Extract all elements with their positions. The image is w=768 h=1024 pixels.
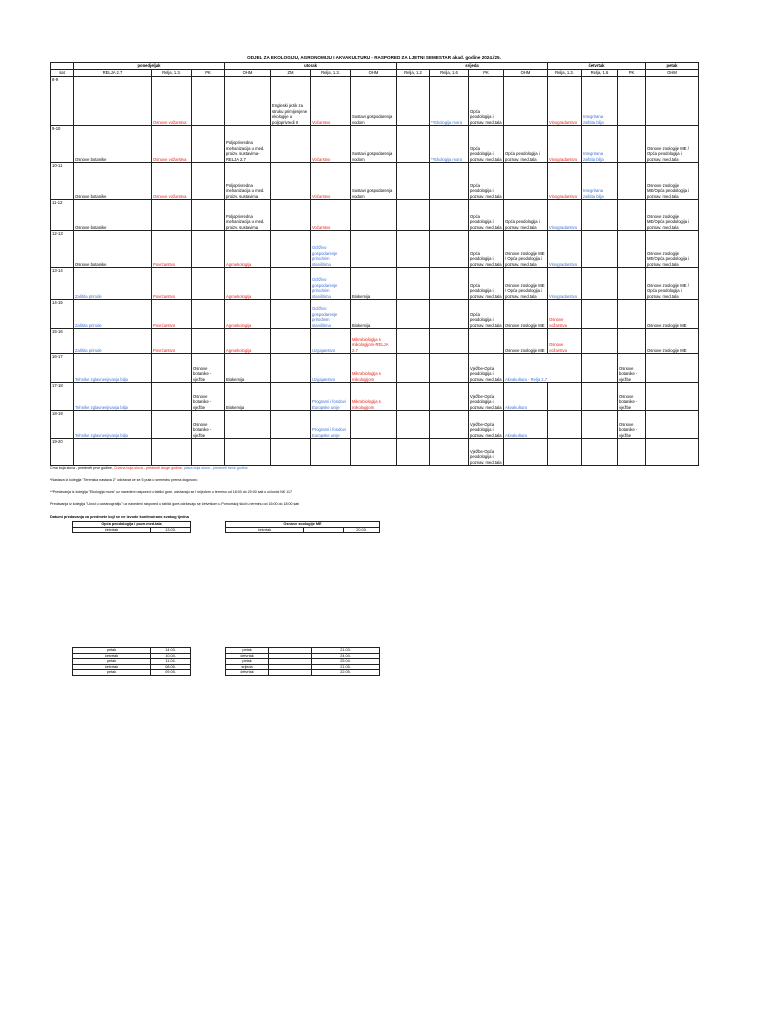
date-value: 20.03. <box>344 527 380 533</box>
schedule-cell: Vinogradarstvo <box>548 126 582 163</box>
schedule-cell: Vinogradarstvo <box>548 231 582 268</box>
schedule-cell: Sustavi gospodarenja vodom <box>351 163 397 200</box>
column-header: PK <box>469 70 504 77</box>
date-day: četvrtak <box>73 664 151 670</box>
schedule-cell: Tehnike zglavnenjivanja bilja <box>74 383 152 411</box>
date-day: četvrtak <box>73 653 151 659</box>
hour-cell: 14-15 <box>51 300 74 329</box>
schedule-cell: **Ekologija mora <box>430 126 469 163</box>
column-header: OHM <box>351 70 397 77</box>
date-value: 10.04. <box>151 653 191 659</box>
schedule-cell: Osnove zoologije ME / Opća peodologija i poznav. med.tala <box>504 268 548 300</box>
column-header: PK <box>618 70 646 77</box>
dates-table-a-rest <box>72 647 191 676</box>
schedule-cell: Osnove zoologije ME <box>504 329 548 354</box>
schedule-cell: Zaštita prirode <box>74 300 152 329</box>
hour-cell: 11-12 <box>51 200 74 231</box>
hour-cell: 13-14 <box>51 268 74 300</box>
date-value: 08.05. <box>151 664 191 670</box>
schedule-cell: Osnove zoologije ME / Opća peodologija i poznav. med.tala <box>646 268 699 300</box>
schedule-cell: Vježbe-Opća peodologija i poznav. med.tala <box>469 439 504 466</box>
column-header: ZM <box>271 70 311 77</box>
table-row <box>51 383 699 411</box>
column-header: PK <box>192 70 225 77</box>
day-header: srijeda <box>397 63 548 70</box>
date-day: petak <box>226 648 269 654</box>
schedule-cell: Akvakultura <box>504 383 548 411</box>
schedule-cell: Agroekologija <box>225 329 271 354</box>
date-value: 21.05. <box>312 664 380 670</box>
note: **Predavanja iz kolegija "Ekologija mora" uz navedeni raspored u tablici gore, održavaju se i srijedom u terminu od 18:00 do 20:00 sati u učionici NK 117 <box>50 490 293 494</box>
schedule-cell: Opća peodologija i poznav. med.tala <box>504 200 548 231</box>
table-row <box>51 329 699 354</box>
schedule-cell: Osnove botanike - vježbe <box>618 383 646 411</box>
schedule-cell: Vinogradarstvo <box>548 268 582 300</box>
date-day: petak <box>73 648 151 654</box>
schedule-cell: Opća peodologija i poznav. med.tala <box>469 126 504 163</box>
schedule-cell: Opća peodologija i poznav. med.tala <box>469 268 504 300</box>
column-header: Relja, 1.6 <box>582 70 618 77</box>
schedule-cell: Osnove vožarstva <box>152 163 192 200</box>
schedule-cell: Opća peodologija i poznav. med.tala <box>469 77 504 126</box>
table-row <box>51 231 699 268</box>
table-row <box>51 439 699 466</box>
schedule-cell: Održivo gospodarenje prirodnim staništima <box>311 231 351 268</box>
schedule-cell: Opća peodologija i poznav. med.tala <box>469 300 504 329</box>
table-row <box>226 527 380 533</box>
table-row <box>51 77 699 126</box>
schedule-cell: Vinogradarstvo <box>548 163 582 200</box>
dates-heading: Datumi predavanja za predmete koji se ne izvode kontinuirano svakog tjedna <box>50 515 189 519</box>
schedule-cell: Sustavi gospodarenja vodom <box>351 126 397 163</box>
days-header-row <box>51 63 699 70</box>
schedule-cell: Osnove zoologije ME/Opća peodologija i poznav. med.tala <box>646 200 699 231</box>
schedule-cell: Uzgajanstvo <box>311 329 351 354</box>
schedule-cell: Osnove vožarstva <box>548 300 582 329</box>
schedule-cell: Opća peodologija i poznav. med.tala <box>469 200 504 231</box>
column-header: sat <box>51 70 74 77</box>
schedule-cell: Osnove vožarstva <box>548 329 582 354</box>
table-row <box>51 354 699 383</box>
schedule-cell: Poljoprivredna mehanizacija u med. proizv. sustavima <box>225 200 271 231</box>
column-header: OHM <box>225 70 271 77</box>
schedule-cell: Agroekologija <box>225 300 271 329</box>
schedule-cell: Osnove zoologije ME <box>646 329 699 354</box>
schedule-cell: Biokemija <box>225 354 271 383</box>
note: Predavanja iz kolegija "Uvod u oceanografiju" uz navedeni raspored u tablici gore,održavaju se četvrtkom u Pomorskoj školi u terminu od 16:00 do 18:00 sati <box>50 502 300 506</box>
date-day: petak <box>73 659 151 665</box>
schedule-cell: Osnove botanike <box>74 163 152 200</box>
schedule-cell: Osnove botanike - vježbe <box>192 383 225 411</box>
schedule-cell: Engleski jezik za struku primijenjene ekologije u poljoprivredi II <box>271 77 311 126</box>
dates-header: Opća peodologija i pozn.med.tala <box>73 522 191 528</box>
schedule-cell: Integrirana zaštita bilja <box>582 126 618 163</box>
date-value: 14.03. <box>151 648 191 654</box>
schedule-cell: Osnove zoologije ME <box>646 300 699 329</box>
hour-cell: 17-18 <box>51 383 74 411</box>
date-day: četvrtak <box>226 653 269 659</box>
schedule-cell: Povrćarstvo <box>152 300 192 329</box>
schedule-cell: Poljoprivredna mehanizacija u med. proizv. sustavima <box>225 163 271 200</box>
schedule-cell: Uzgajanstvo <box>311 354 351 383</box>
schedule-cell: Osnove vožarstva <box>152 77 192 126</box>
day-header: utorak <box>225 63 397 70</box>
schedule-cell: Vježbe-Opća peodologija i poznav. med.tala <box>469 354 504 383</box>
date-day: četvrtak <box>226 670 269 676</box>
hour-cell: 15-16 <box>51 329 74 354</box>
hour-cell: 19-20 <box>51 439 74 466</box>
legend-red: Crvena boja slova - predmeti druge godine <box>113 466 182 470</box>
hour-cell: 16-17 <box>51 354 74 383</box>
schedule-cell: Osnove botanike <box>74 126 152 163</box>
table-row <box>51 126 699 163</box>
column-header: Relja, 1.3. <box>152 70 192 77</box>
schedule-cell: Biokemija <box>225 383 271 411</box>
schedule-cell: Vježbe-Opća peodologija i poznav. med.tala <box>469 383 504 411</box>
schedule-cell: Biokemija <box>351 268 397 300</box>
color-legend: Crna boja slova - predmeti prve godine, Crvena boja slova - predmeti druge godine, plava boja slova - predmeti treće godine <box>50 466 248 470</box>
schedule-cell: Vočarstvo <box>311 77 351 126</box>
schedule-cell: Zaštita prirode <box>74 268 152 300</box>
date-day: srijeda <box>226 664 269 670</box>
schedule-cell: Akvakultura - Relja 2.7 <box>504 354 582 383</box>
hour-cell: 10-11 <box>51 163 74 200</box>
dates-table-a <box>72 521 191 533</box>
schedule-cell: Povrćarstvo <box>152 268 192 300</box>
hour-cell: 8-9 <box>51 77 74 126</box>
schedule-cell: Agroekologija <box>225 231 271 268</box>
schedule-cell: Tehnike zglavnenjivanja bilja <box>74 354 152 383</box>
date-value: 24.04. <box>312 653 380 659</box>
schedule-cell: **Ekologija mora <box>430 77 469 126</box>
schedule-cell: Vočarstvo <box>311 163 351 200</box>
date-value: 21.03. <box>312 648 380 654</box>
date-value: 11.04. <box>151 659 191 665</box>
date-day: petak <box>73 670 151 676</box>
column-header: Relja, 1.2 <box>397 70 430 77</box>
schedule-cell: Tehnike zglavnenjivanja bilja <box>74 411 152 439</box>
schedule-cell: Mikrobiologija s mikologijom <box>351 354 397 383</box>
schedule-cell: Integrirana zaštita bilja <box>582 163 618 200</box>
schedule-cell: Mikrobiologija s mikologijom <box>351 383 397 411</box>
schedule-cell: Vinogradarstvo <box>548 77 582 126</box>
table-row <box>226 670 380 676</box>
schedule-cell: Opća peodologija i poznav. med.tala <box>469 231 504 268</box>
date-day: petak <box>226 659 269 665</box>
schedule-table <box>50 62 699 466</box>
schedule-cell: Vinogradarstvo <box>548 200 582 231</box>
column-header: Relja, 1.3. <box>311 70 351 77</box>
column-header: RELJA 2.7 <box>74 70 152 77</box>
schedule-cell: Zaštita prirode <box>74 329 152 354</box>
schedule-cell: Opća peodologija i poznav. med.tala <box>504 126 548 163</box>
legend-blue: plava boja slova - predmeti treće godine <box>183 466 248 470</box>
schedule-cell: Osnove botanike - vježbe <box>192 354 225 383</box>
hour-cell: 9-10 <box>51 126 74 163</box>
dates-table-b-rest <box>225 647 380 676</box>
dates-header: Osnove zoologije ME <box>226 522 380 528</box>
hour-cell: 12-13 <box>51 231 74 268</box>
schedule-cell: Biokemija <box>351 300 397 329</box>
date-value: 22.05. <box>312 670 380 676</box>
table-row <box>51 268 699 300</box>
schedule-cell: Osnove zoologije ME / Opća peodologija i poznav. med.tala <box>504 231 548 268</box>
date-value: 25.04. <box>312 659 380 665</box>
page-title: ODJEL ZA EKOLOGIJU, AGRONOMIJU I AKVAKULTURU - RASPORED ZA LJETNI SEMESTAR akad. godine 2024./25. <box>247 55 501 60</box>
day-header: četvrtak <box>548 63 646 70</box>
schedule-cell: Akvakultura <box>504 411 548 439</box>
table-row <box>73 527 191 533</box>
schedule-cell: Vočarstvo <box>311 126 351 163</box>
dates-table-b <box>225 521 380 533</box>
legend-black: Crna boja slova - predmeti prve godine <box>50 466 112 470</box>
columns-header-row <box>51 70 699 77</box>
column-header: OHM <box>504 70 548 77</box>
schedule-cell: Osnove zoologije ME / Opća peodologija i poznav. med.tala <box>646 126 699 163</box>
schedule-cell: Opća peodologija i poznav. med.tala <box>469 163 504 200</box>
schedule-cell: Osnove botanike <box>74 231 152 268</box>
table-row <box>51 200 699 231</box>
schedule-cell: Osnove zoologije ME <box>504 300 548 329</box>
date-value: 13.03. <box>151 527 191 533</box>
schedule-cell: Programi i fondovi Europske unije <box>311 411 351 439</box>
schedule-cell: Agroekologija <box>225 268 271 300</box>
schedule-cell: Poljoprivredna mehanizacija u med. proizv. sustavima-RELJA 2.7 <box>225 126 271 163</box>
schedule-cell: Povrćarstvo <box>152 329 192 354</box>
table-row <box>51 411 699 439</box>
column-header: OHM <box>646 70 699 77</box>
schedule-cell: Osnove vožarstva <box>152 126 192 163</box>
schedule-cell: Osnove zoologije ME/Opća peodologija i poznav. med.tala <box>646 163 699 200</box>
table-row <box>51 300 699 329</box>
table-row <box>73 670 191 676</box>
day-header: ponedjeljak <box>74 63 225 70</box>
schedule-cell: Održivo gospodarenje prirodnim staništima <box>311 300 351 329</box>
schedule-cell: Osnove botanike - vježbe <box>618 411 646 439</box>
note: *Nastava iz kolegija "Terenska nastava 2" održavat će se 5 puta u semestru prema dogovoru <box>50 478 198 482</box>
column-header: Relja, 1.6 <box>430 70 469 77</box>
schedule-cell: Povrćarstvo <box>152 231 192 268</box>
schedule-cell: Održivo gospodarenje prirodnim staništima <box>311 268 351 300</box>
day-header: petak <box>646 63 699 70</box>
schedule-cell: Osnove botanike <box>74 200 152 231</box>
date-day: četvrtak <box>73 527 151 533</box>
schedule-cell: Mikrobiologija s mikologijom-RELJA 2.7 <box>351 329 397 354</box>
table-row <box>51 163 699 200</box>
column-header: Relja, 1.3. <box>548 70 582 77</box>
date-day: četvrtak <box>226 527 304 533</box>
schedule-cell: Osnove botanike - vježbe <box>192 411 225 439</box>
schedule-cell: Vočarstvo <box>311 200 351 231</box>
date-value: 09.05. <box>151 670 191 676</box>
schedule-cell: Osnove botanike - vježbe <box>618 354 646 383</box>
schedule-cell: Programi i fondovi Europske unije <box>311 383 351 411</box>
schedule-cell: Integrirana zaštita bilja <box>582 77 618 126</box>
schedule-cell: Sustavi gospodarenja vodom <box>351 77 397 126</box>
hour-cell: 18-19 <box>51 411 74 439</box>
schedule-cell: Vježbe-Opća peodologija i poznav. med.tala <box>469 411 504 439</box>
schedule-cell: Osnove zoologije ME/Opća peodologija i poznav. med.tala <box>646 231 699 268</box>
